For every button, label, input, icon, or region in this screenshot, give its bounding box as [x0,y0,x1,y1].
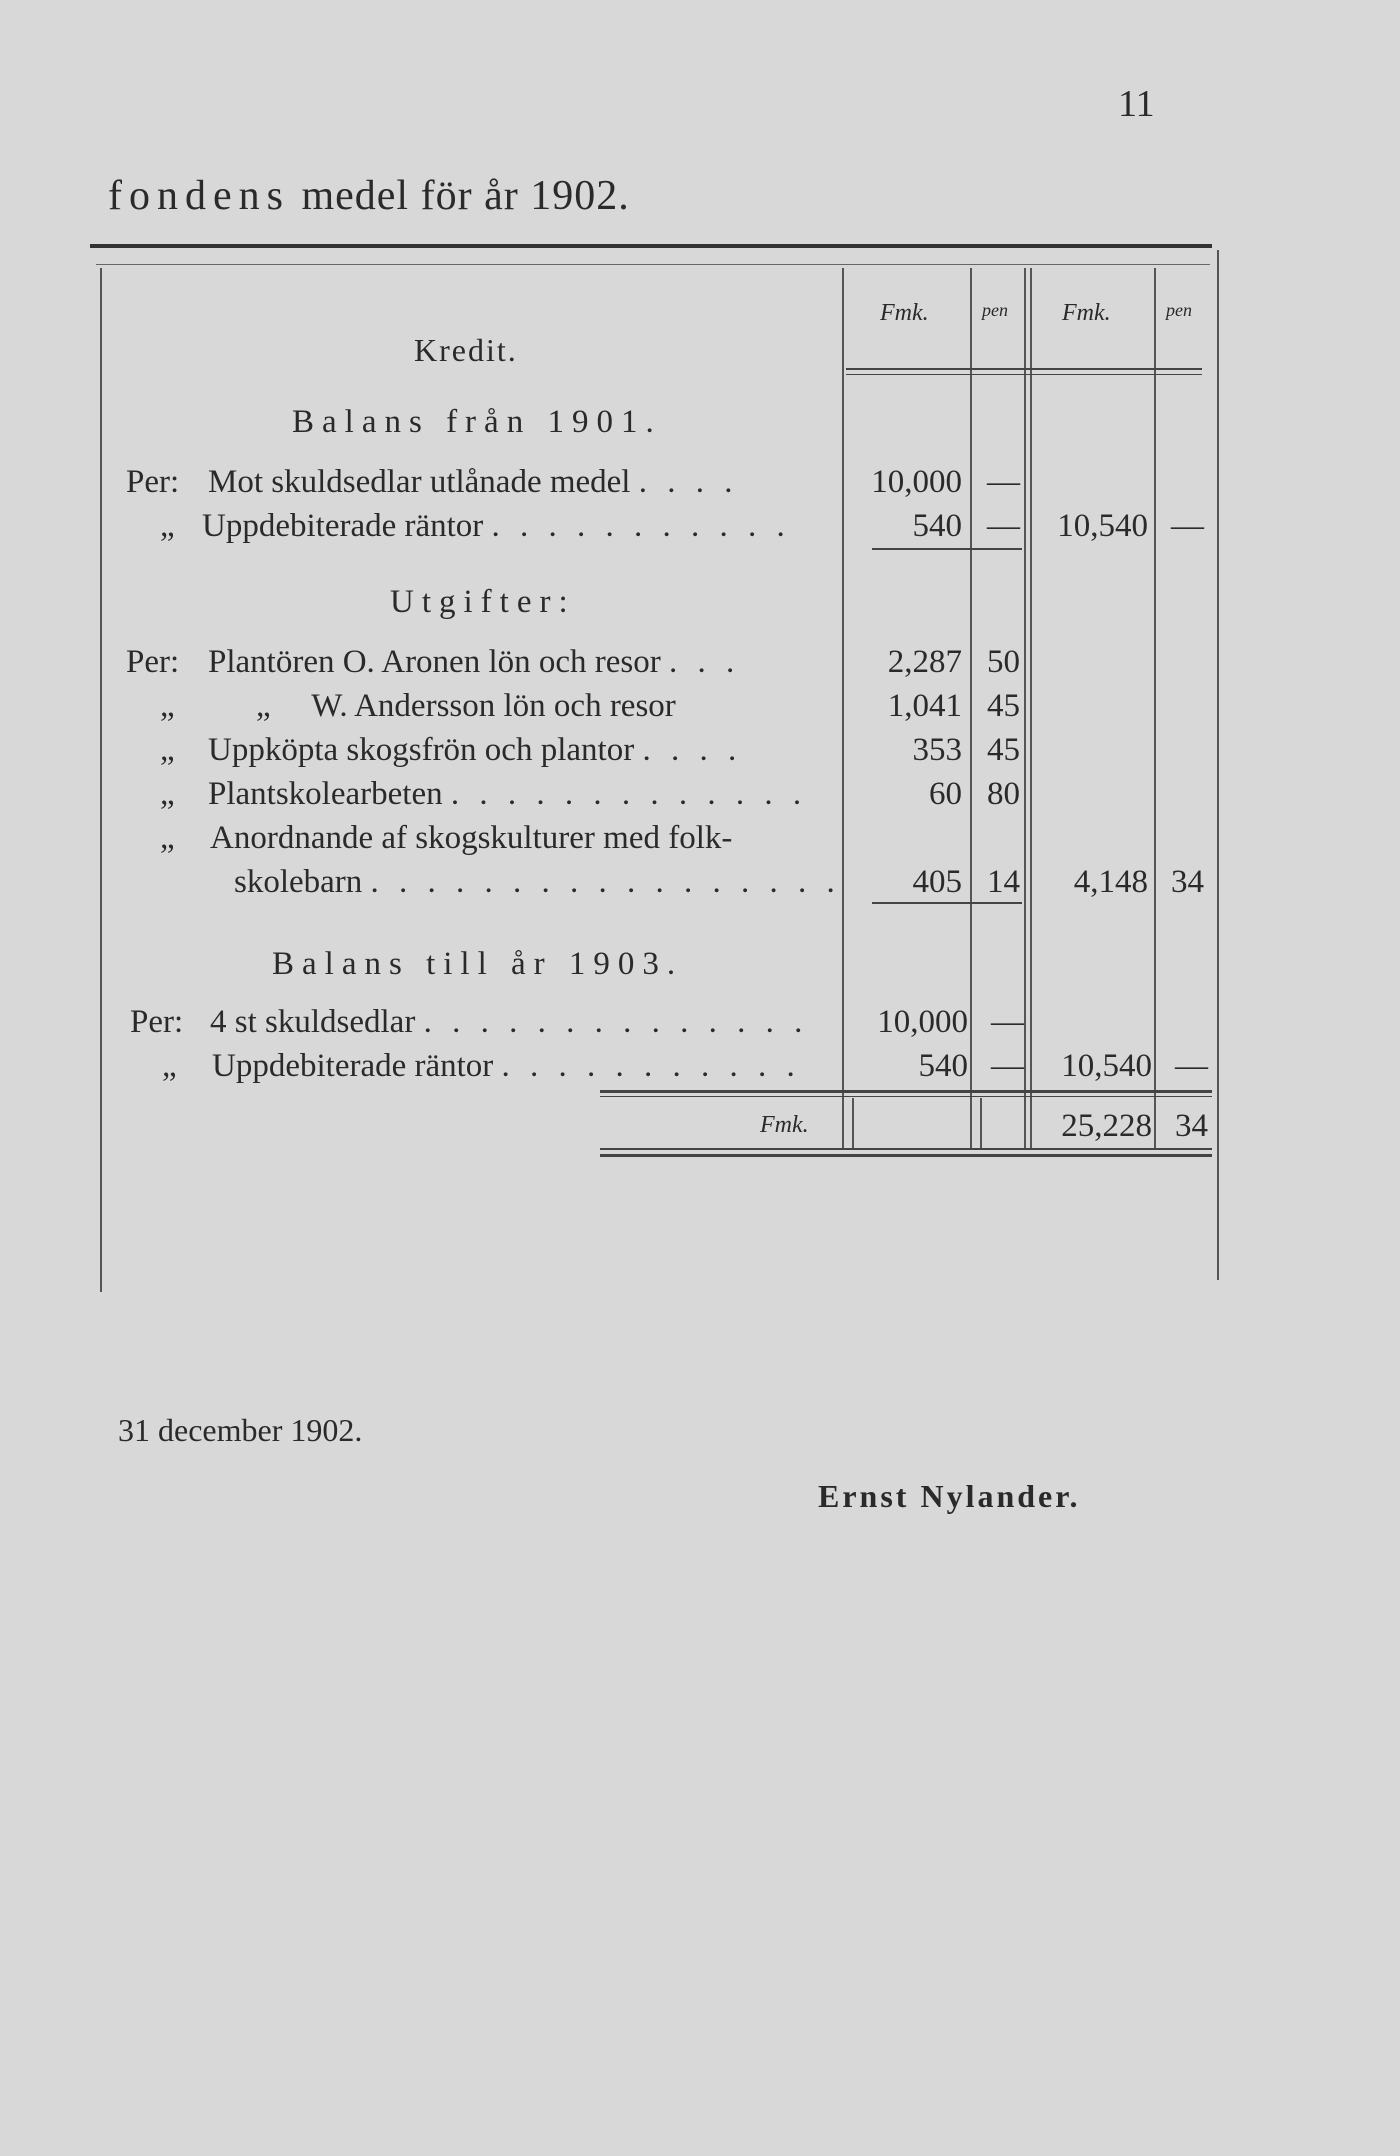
page-number: 11 [1118,83,1155,125]
row-prefix: Per: [130,1004,184,1040]
row-label [208,644,740,681]
cell-pen2: — [1171,508,1204,544]
cell-fmk1: 10,000 [871,464,962,500]
row-label [210,1004,808,1041]
cell-fmk2: 4,148 [1073,864,1148,900]
row-dots: . . . . [638,464,739,500]
row-label [256,688,676,725]
row-prefix: „ [160,820,175,856]
row-dots: . . . . . . . . . . . . . . . . . [370,864,841,900]
row-label-text: Plantskolearbeten [208,776,443,812]
total-col-line [980,1098,982,1148]
row-prefix: „ [160,688,175,724]
row-label-text: skolebarn [234,864,363,900]
subtotal-rule [872,902,1022,904]
subtotal-rule [872,548,1022,550]
header-fmk-2: Fmk. [1062,300,1111,326]
header-rule-thin [846,374,1202,375]
section-heading: Balans till år 1903. [272,946,684,982]
total-col-line [852,1098,854,1148]
row-dots: . . . . [642,732,743,768]
cell-fmk1: 1,041 [887,688,962,724]
row-label [212,1048,801,1085]
table-left-border [100,268,102,1292]
row-label-text: Anordnande af skogskulturer med folk- [210,820,733,856]
total-rule-top-thin [600,1096,1212,1097]
row-label-text: Plantören O. Aronen lön och resor [208,644,661,680]
section-heading: Balans från 1901. [292,404,662,440]
cell-fmk1: 2,287 [887,644,962,680]
row-prefix: „ [160,776,175,812]
cell-fmk1: 405 [912,864,962,900]
total-rule-top [600,1090,1212,1093]
document-date: 31 december 1902. [118,1412,363,1448]
table-right-border [1217,250,1219,1280]
row-label-text: Uppköpta skogsfrön och plantor [208,732,635,768]
row-prefix: „ [160,508,175,544]
cell-pen1: — [991,1048,1024,1084]
cell-fmk1: 540 [918,1048,968,1084]
title-rest: medel för år 1902. [301,173,630,219]
total-rule-bottom [600,1148,1212,1150]
cell-fmk2: 10,540 [1057,508,1148,544]
kredit-heading: Kredit. [414,332,518,368]
cell-pen1: 50 [987,644,1020,680]
row-prefix: „ [162,1048,177,1084]
cell-pen1: 14 [987,864,1020,900]
row-label-text: „ W. Andersson lön och resor [256,688,676,724]
col-fmk2-left-a [1024,268,1026,1148]
top-rule-thin [96,264,1210,265]
row-dots: . . . . . . . . . . . . . . [423,1004,809,1040]
cell-pen1: 45 [987,732,1020,768]
title-spaced-word: fondens [108,173,290,219]
total-rule-bottom-thick [600,1154,1212,1157]
cell-pen1: — [987,508,1020,544]
row-label-text: 4 st skuldsedlar [210,1004,416,1040]
row-dots: . . . . . . . . . . . . . [450,776,808,812]
total-pen: 34 [1175,1108,1208,1144]
row-label [208,732,742,769]
header-pen-1: pen [982,300,1008,320]
col-pen1-left [970,268,972,1148]
row-label-text: Uppdebiterade räntor [202,508,484,544]
header-rule [846,368,1202,370]
cell-fmk1: 10,000 [877,1004,968,1040]
row-label-text: Mot skuldsedlar utlånade medel [208,464,631,500]
row-label [234,864,841,901]
total-fmk: 25,228 [1061,1108,1152,1144]
row-dots: . . . . . . . . . . . [501,1048,801,1084]
header-pen-2: pen [1166,300,1192,320]
cell-fmk1: 540 [912,508,962,544]
cell-fmk2: 10,540 [1061,1048,1152,1084]
total-label: Fmk. [760,1112,809,1138]
cell-pen2: — [1175,1048,1208,1084]
row-label [208,464,738,501]
page-title [108,172,630,220]
row-prefix: „ [160,732,175,768]
row-label [210,820,732,857]
header-fmk-1: Fmk. [880,300,929,326]
row-prefix: Per: [126,464,180,500]
cell-pen1: 80 [987,776,1020,812]
cell-fmk1: 60 [929,776,962,812]
row-prefix: Per: [126,644,180,680]
col-fmk1-left [842,268,844,1148]
cell-pen1: — [987,464,1020,500]
signature: Ernst Nylander. [818,1478,1081,1514]
section-heading: Utgifter: [390,584,576,620]
cell-fmk1: 353 [912,732,962,768]
cell-pen1: 45 [987,688,1020,724]
col-pen2-left [1154,268,1156,1148]
row-label [202,508,791,545]
cell-pen1: — [991,1004,1024,1040]
row-label-text: Uppdebiterade räntor [212,1048,494,1084]
row-dots: . . . [669,644,741,680]
col-fmk2-left-b [1030,268,1032,1148]
row-dots: . . . . . . . . . . . [491,508,791,544]
row-label [208,776,807,813]
top-rule [90,244,1212,248]
cell-pen2: 34 [1171,864,1204,900]
